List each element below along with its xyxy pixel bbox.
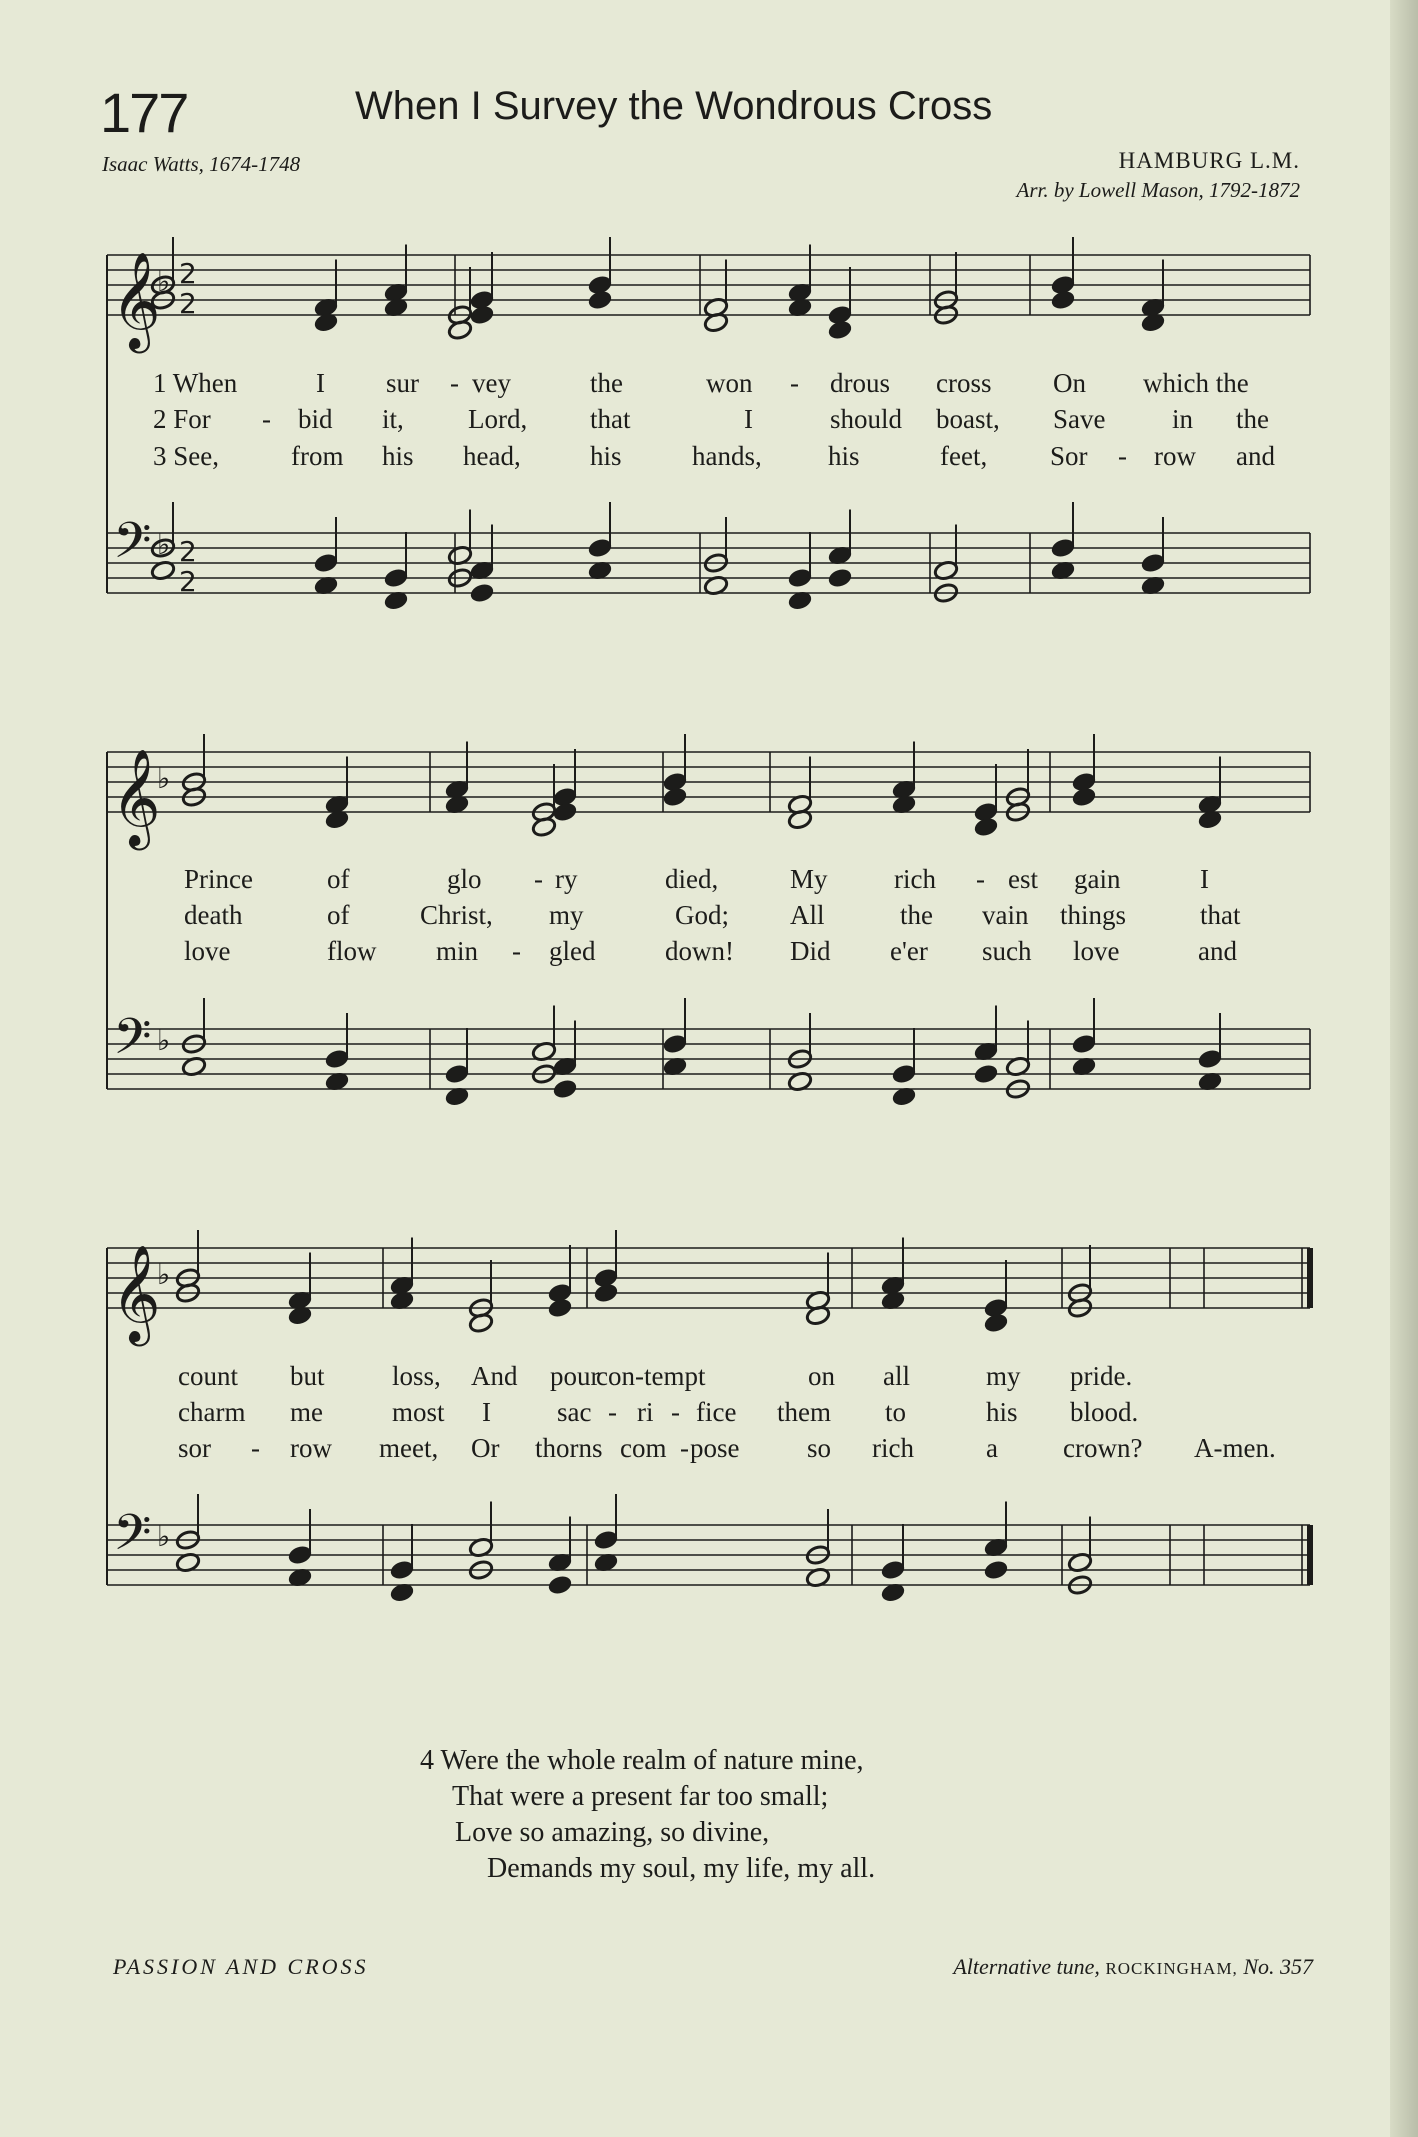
lyric-syllable: death [184,900,243,930]
lyric-syllable: died, [665,864,719,894]
stanza-4-line: Demands my soul, my life, my all. [487,1853,876,1884]
key-flat: ♭ [157,1024,171,1057]
lyric-syllable: All [790,900,825,930]
quarter-note [547,1574,573,1596]
quarter-note [827,319,853,341]
lyric-syllable: his [382,441,414,471]
lyric-syllable: Save [1053,404,1106,434]
lyric-syllable: feet, [940,441,988,471]
lyric-syllable: bid [298,404,333,434]
lyric-syllable: cross [936,368,992,398]
lyric-syllable: 2 For [153,404,211,434]
key-flat: ♭ [157,1258,171,1291]
stanza-4-line: 4 Were the whole realm of nature mine, [420,1745,864,1776]
lyric-syllable: them [777,1397,831,1427]
lyric-syllable: which the [1143,368,1249,398]
lyric-syllable: ry [555,864,578,894]
treble-clef: 𝄞 [111,1244,161,1342]
lyric-syllable: down! [665,936,734,966]
lyric-syllable: from [291,441,344,471]
lyric-syllable: I [744,404,753,434]
lyric-syllable: but [290,1361,325,1391]
lyric-syllable: his [590,441,622,471]
lyric-syllable: meet, [379,1433,439,1463]
footer-section: PASSION AND CROSS [113,1954,369,1979]
bass-clef: 𝄢 [113,1008,152,1078]
lyric-syllable: his [828,441,860,471]
lyric-syllable: that [1200,900,1241,930]
lyric-syllable: pose [690,1433,740,1463]
lyric-syllable: me [290,1397,323,1427]
quarter-note [973,816,999,838]
footer-alt-tune-name: ROCKINGHAM, [1105,1959,1238,1978]
quarter-note [593,1282,619,1304]
time-signature: 2 [179,287,197,320]
lyric-syllable: - [608,1397,617,1427]
lyric-syllable: gled [549,936,596,966]
lyric-syllable: to [885,1397,907,1427]
lyric-syllable: glo [447,864,482,894]
hymn-number: 177 [100,81,188,144]
lyric-syllable: I [482,1397,491,1427]
lyric-syllable: sac [557,1397,592,1427]
lyric-syllable: est [1008,864,1038,894]
lyric-syllable: love [1073,936,1120,966]
lyric-syllable: Or [471,1433,500,1463]
lyric-syllable: rich [894,864,936,894]
quarter-note [973,1063,999,1085]
lyric-syllable: gain [1074,864,1121,894]
lyric-syllable: most [392,1397,445,1427]
lyric-syllable: - [450,368,459,398]
quarter-note [552,801,578,823]
lyric-syllable: - [671,1397,680,1427]
quarter-note [1050,289,1076,311]
lyric-syllable: hands, [692,441,762,471]
lyric-syllable: - [512,936,521,966]
lyric-syllable: rich [872,1433,914,1463]
quarter-note [1071,786,1097,808]
lyric-syllable: sor [178,1433,211,1463]
lyric-syllable: charm [178,1397,246,1427]
lyric-syllable: boast, [936,404,1000,434]
lyric-syllable: A-men. [1194,1433,1276,1463]
tune-name: HAMBURG L.M. [1118,148,1300,173]
lyric-syllable: my [986,1361,1021,1391]
lyric-syllable: drous [830,368,890,398]
stanza-4 [420,1743,875,1887]
bass-clef: 𝄢 [113,1504,152,1574]
lyric-syllable: 3 See, [153,441,219,471]
lyric-syllable: the [1236,404,1269,434]
footer-alt-prefix: Alternative tune, [953,1954,1106,1979]
lyric-syllable: My [790,864,828,894]
lyric-syllable: sur [386,368,419,398]
lyric-syllable: - [534,864,543,894]
lyric-syllable: Sor [1050,441,1088,471]
arranger-credit: Arr. by Lowell Mason, 1792-1872 [1016,178,1300,202]
lyric-syllable: count [178,1361,238,1391]
lyric-syllable: vey [472,368,511,398]
lyric-syllable: pour [550,1361,600,1391]
treble-clef: 𝄞 [111,748,161,846]
key-flat: ♭ [157,528,171,561]
lyric-syllable: love [184,936,231,966]
quarter-note [827,567,853,589]
footer-alt-number: No. 357 [1243,1954,1313,1979]
lyric-syllable: row [290,1433,332,1463]
quarter-note [552,1078,578,1100]
lyric-syllable: of [327,900,350,930]
lyric-syllable: should [830,404,903,434]
lyric-syllable: my [549,900,584,930]
quarter-note [587,289,613,311]
lyric-syllable: - [251,1433,260,1463]
lyric-syllable: it, [382,404,404,434]
lyric-syllable: that [590,404,631,434]
lyric-syllable: ri [637,1397,654,1427]
treble-clef: 𝄞 [111,251,161,349]
lyric-syllable: of [327,864,350,894]
lyric-syllable: things [1060,900,1127,930]
lyric-syllable: con-tempt [596,1361,706,1391]
lyric-syllable: the [900,900,933,930]
lyric-syllable: I [316,368,325,398]
lyric-syllable: such [982,936,1032,966]
lyric-syllable: a [986,1433,998,1463]
lyric-syllable: - [680,1433,689,1463]
quarter-note [662,786,688,808]
lyric-syllable: flow [327,936,377,966]
lyric-syllable: - [790,368,799,398]
key-flat: ♭ [157,762,171,795]
lyric-syllable: and [1236,441,1275,471]
lyric-syllable: thorns [535,1433,603,1463]
lyric-syllable: row [1154,441,1196,471]
lyric-syllable: - [262,404,271,434]
lyric-syllable: in [1172,404,1194,434]
time-signature: 2 [179,257,197,290]
lyric-syllable: vain [982,900,1029,930]
bass-clef: 𝄢 [113,512,152,582]
quarter-note [983,1559,1009,1581]
lyric-syllable: On [1053,368,1086,398]
lyric-syllable: 1 When [153,368,238,398]
key-flat: ♭ [157,1520,171,1553]
lyric-syllable: God; [675,900,729,930]
quarter-note [547,1297,573,1319]
lyric-syllable: so [807,1433,832,1463]
quarter-note [469,582,495,604]
lyric-syllable: min [436,936,479,966]
lyric-syllable: his [986,1397,1018,1427]
lyric-syllable: all [883,1361,910,1391]
hymn-title: When I Survey the Wondrous Cross [355,84,993,128]
lyric-syllable: e'er [890,936,928,966]
stanza-4-line: That were a present far too small; [452,1781,829,1812]
footer-alt-tune [953,1954,1313,1980]
lyric-syllable: Christ, [420,900,493,930]
lyric-syllable: I [1200,864,1209,894]
time-signature: 2 [179,565,197,598]
stanza-4-line: Love so amazing, so divine, [455,1817,770,1848]
lyric-syllable: crown? [1063,1433,1143,1463]
lyric-syllable: Lord, [468,404,528,434]
quarter-note [983,1312,1009,1334]
lyric-syllable: the [590,368,623,398]
author-credit: Isaac Watts, 1674-1748 [102,152,301,176]
time-signature: 2 [179,535,197,568]
lyric-syllable: pride. [1070,1361,1133,1391]
lyric-syllable: Prince [184,864,253,894]
lyric-syllable: loss, [392,1361,441,1391]
lyric-syllable: - [976,864,985,894]
lyric-syllable: blood. [1070,1397,1139,1427]
key-flat: ♭ [157,265,171,298]
lyric-syllable: fice [696,1397,737,1427]
lyric-syllable: won [706,368,753,398]
lyric-syllable: com [620,1433,667,1463]
lyric-syllable: and [1198,936,1237,966]
lyric-syllable: And [471,1361,518,1391]
lyric-syllable: on [808,1361,835,1391]
lyric-syllable: - [1118,441,1127,471]
lyric-syllable: Did [790,936,831,966]
lyric-syllable: head, [463,441,521,471]
quarter-note [469,304,495,326]
